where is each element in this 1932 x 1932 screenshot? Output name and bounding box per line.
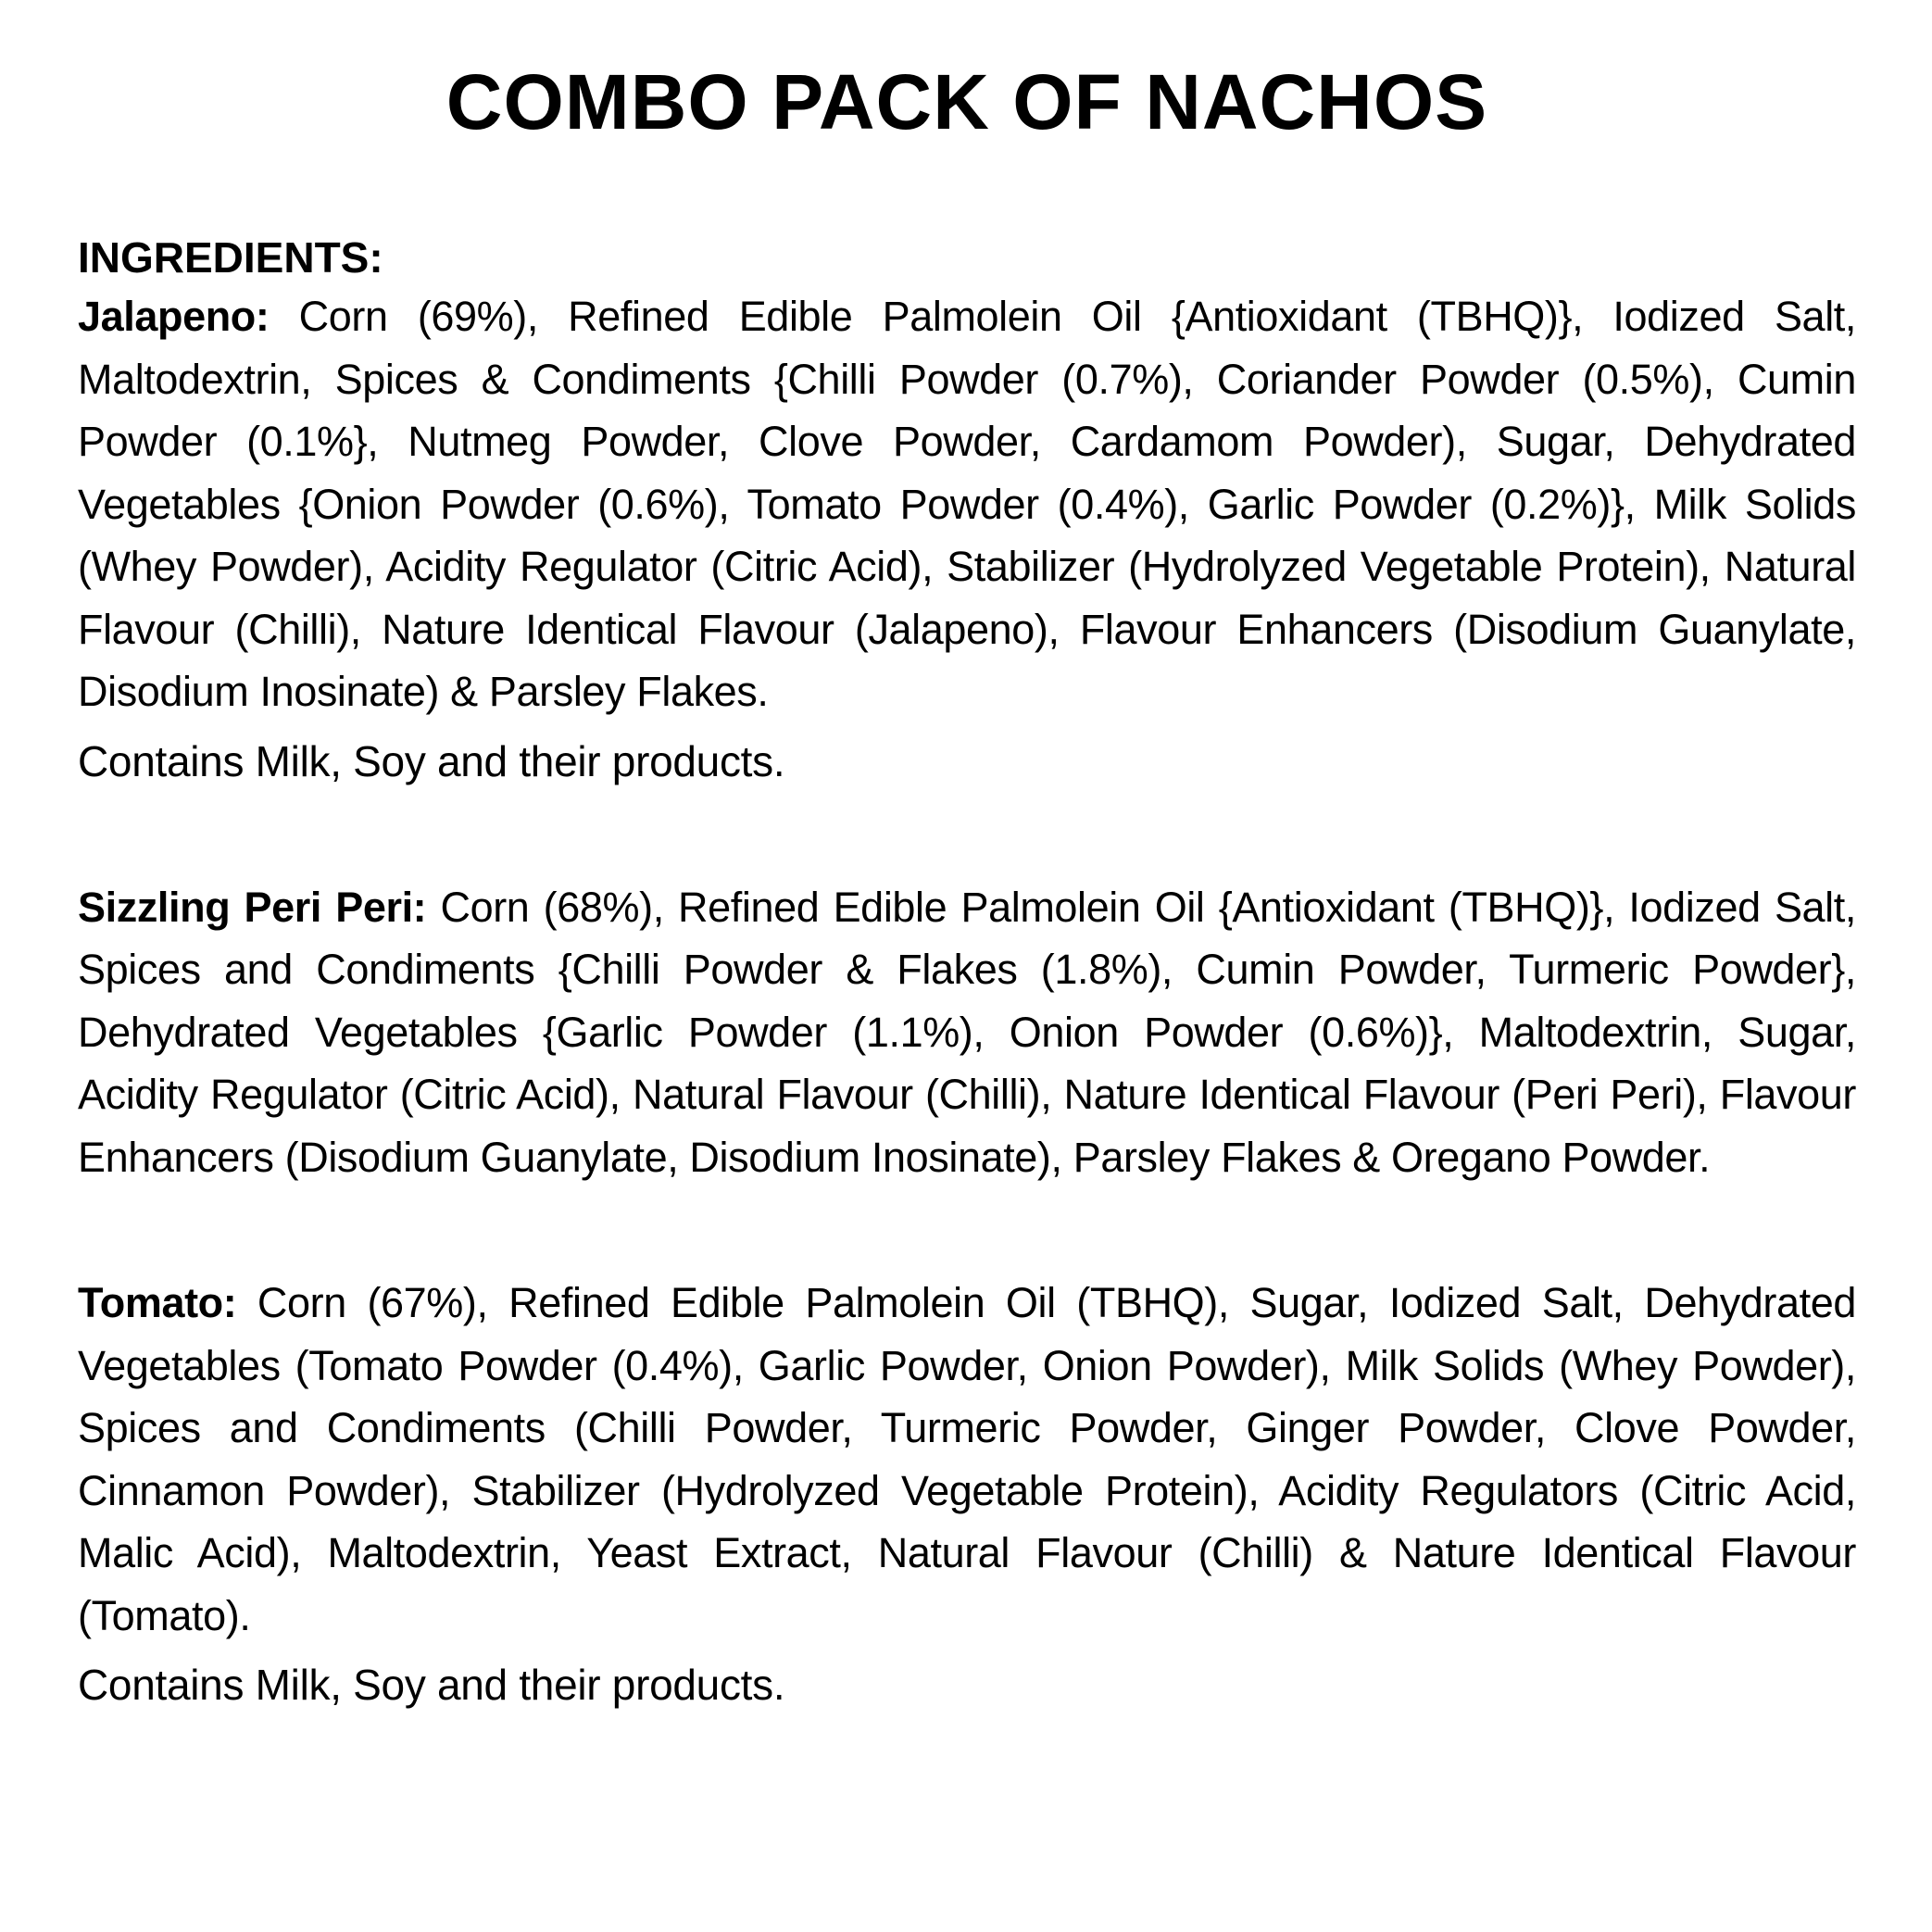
- section-peri-peri-text: Corn (68%), Refined Edible Palmolein Oil {Antioxidant (TBHQ)}, Iodized Salt, Spices and Condiments {Chilli Powder & Flakes (1.8%), Cumin Powder, Turmeric Powder}, Dehydrated Vegetables {Garlic Powder (1.1%), Onion Powder (0.6%)}, Maltodextrin, Sugar, Acidity Regulator (Citric Acid), Natural Flavour (Chilli), Nature Identical Flavour (Peri Peri), Flavour Enhancers (Disodium Guanylate, Disodium Inosinate), Parsley Flakes & Oregano Powder.: [78, 883, 1856, 1181]
- section-divider: [78, 1188, 1856, 1272]
- section-peri-peri-name: Sizzling Peri Peri:: [78, 883, 427, 931]
- section-peri-peri-body: [78, 876, 1856, 1189]
- section-jalapeno-allergen: Contains Milk, Soy and their products.: [78, 736, 785, 785]
- ingredients-heading: INGREDIENTS:: [78, 233, 383, 282]
- section-tomato-text: Corn (67%), Refined Edible Palmolein Oil (TBHQ), Sugar, Iodized Salt, Dehydrated Vegetables (Tomato Powder (0.4%), Garlic Powder, Onion Powder), Milk Solids (Whey Powder), Spices and Condiments (Chilli Powder, Turmeric Powder, Ginger Powder, Clove Powder, Cinnamon Powder), Stabilizer (Hydrolyzed Vegetable Protein), Acidity Regulators (Citric Acid, Malic Acid), Maltodextrin, Yeast Extract, Natural Flavour (Chilli) & Nature Identical Flavour (Tomato).: [78, 1279, 1856, 1639]
- section-peri-peri: [78, 876, 1856, 1189]
- page-title: COMBO PACK OF NACHOS: [445, 58, 1488, 145]
- section-jalapeno-body: [78, 285, 1856, 723]
- section-tomato-body: [78, 1272, 1856, 1647]
- section-tomato-allergen: Contains Milk, Soy and their products.: [78, 1661, 785, 1709]
- section-tomato-name: Tomato:: [78, 1279, 237, 1326]
- section-jalapeno-text: Corn (69%), Refined Edible Palmolein Oil {Antioxidant (TBHQ)}, Iodized Salt, Maltodextrin, Spices & Condiments {Chilli Powder (0.7%), Coriander Powder (0.5%), Cumin Powder (0.1%}, Nutmeg Powder, Clove Powder, Cardamom Powder), Sugar, Dehydrated Vegetables {Onion Powder (0.6%), Tomato Powder (0.4%), Garlic Powder (0.2%)}, Milk Solids (Whey Powder), Acidity Regulator (Citric Acid), Stabilizer (Hydrolyzed Vegetable Protein), Natural Flavour (Chilli), Nature Identical Flavour (Jalapeno), Flavour Enhancers (Disodium Guanylate, Disodium Inosinate) & Parsley Flakes.: [78, 293, 1856, 715]
- section-jalapeno-name: Jalapeno:: [78, 293, 270, 340]
- ingredients-label: [78, 56, 1856, 1716]
- section-jalapeno: [78, 285, 1856, 793]
- section-tomato: [78, 1272, 1856, 1716]
- section-divider: [78, 793, 1856, 876]
